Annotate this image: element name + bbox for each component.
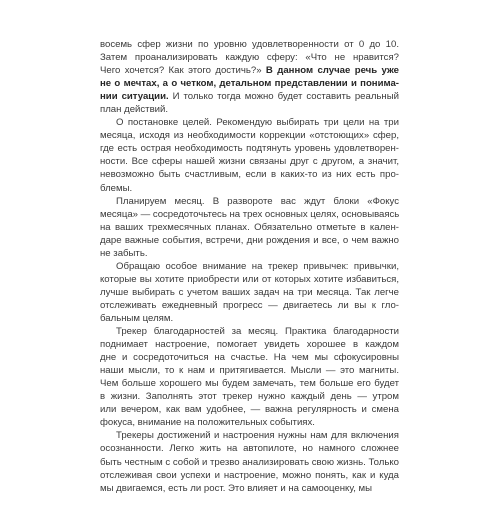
text-line [100,429,399,442]
text-run: план действий. [100,104,169,116]
text-line [100,168,399,181]
text-line [100,116,399,129]
text-run: Чего хочется? Как этого достичь?» [100,65,266,77]
text-run: наши мысли, то к нам и притягивается. Мысли — это магниты. [100,365,399,377]
bold-text: В данном случае речь уже [265,65,399,77]
text-run: быть честным с собой и трезво анализировать свою жизнь. Только [100,456,399,468]
text-run: где есть острая необходимость подтянуть уровень удовлетворен- [100,143,399,155]
text-run: отслеживая свои успехи и настроение, можно понять, как и куда [100,469,399,481]
text-line [100,273,399,286]
text-run: на ваших трехмесячных планах. Обязательно отметьте в кален- [100,221,399,233]
text-line [100,155,399,168]
text-run: Трекер благодарностей за месяц. Практика благодарности [116,326,399,338]
text-line [100,286,399,299]
text-line [100,208,399,221]
paragraph [100,116,399,194]
text-run: Трекеры достижений и настроения нужны нам для включения [116,430,399,442]
text-line [100,51,399,64]
text-line [100,247,399,260]
text-run: мы двигаемся, есть ли рост. Это влияет и на самооценку, мы [100,482,373,494]
bold-text: не о мечтах, а о четком, детальном представлении и понима- [100,78,399,90]
text-run: или вечером, как вам удобнее, — важна регулярность и смена [100,404,399,416]
text-run: осознанности. Легко жить на автопилоте, но намного сложнее [100,443,399,455]
paragraph [100,38,399,116]
text-run: даре важные события, встречи, дни рождения и все, о чем важно [100,234,399,246]
text-line [100,38,399,51]
text-run: И только тогда можно будет составить реальный [168,91,399,103]
text-line [100,482,399,495]
text-line [100,299,399,312]
paragraph [100,195,399,260]
text-run: ности. Все сферы нашей жизни связаны друг с другом, а значит, [100,156,399,168]
text-line [100,416,399,429]
text-line [100,351,399,364]
text-run: фокуса, внимание на положительных событиях. [100,417,315,429]
text-run: не забыть. [100,247,148,259]
text-run: восемь сфер жизни по уровню удовлетворенности от 0 до 10. [100,39,399,50]
text-line [100,90,399,103]
text-run: лучше выбирать с учетом ваших задач на три месяца. Так легче [100,286,399,298]
text-line [100,403,399,416]
text-line [100,103,399,116]
text-run: О постановке целей. Рекомендую выбирать три цели на три [116,117,399,129]
text-run: дне и сосредоточиться на счастье. На чем мы сфокусировны [100,352,399,364]
text-run: отслеживать ежедневный прогресс — двигаетесь ли вы к гло- [100,299,399,311]
body-text [100,38,399,495]
text-line [100,77,399,90]
text-line [100,64,399,77]
text-line [100,221,399,234]
text-line [100,338,399,351]
text-line [100,456,399,469]
text-run: которые вы хотите приобрести или от которых хотите избавиться, [100,273,399,285]
paragraph [100,260,399,325]
text-line [100,234,399,247]
text-line [100,325,399,338]
paragraph [100,429,399,494]
text-line [100,195,399,208]
text-line [100,312,399,325]
text-run: невозможно быть счастливым, если в каких-то из них есть про- [100,169,399,181]
text-run: месяца» — сосредоточьтесь на трех основных целях, основываясь [100,208,399,220]
text-line [100,129,399,142]
text-run: Планируем месяц. В развороте вас ждут блоки «Фокус [116,195,399,207]
text-run: Чем больше хорошего мы будем замечать, тем больше его будет [100,378,399,390]
text-run: блемы. [100,182,133,194]
text-line [100,182,399,195]
text-line [100,364,399,377]
text-line [100,469,399,482]
text-line [100,442,399,455]
text-run: месяца, исходя из необходимости коррекции «отстоющих» сфер, [100,130,399,142]
text-run: поднимает настроение, помогает увидеть хорошее в каждом [100,339,399,351]
text-line [100,390,399,403]
bold-text: нии ситуации. [100,91,169,103]
text-run: в жизни. Заполнять этот трекер нужно каждый день — утром [100,391,399,403]
text-line [100,377,399,390]
text-run: бальным целям. [100,312,174,324]
text-run: Затем проанализировать каждую сферу: «Что не нравится? [100,52,399,64]
text-run: Обращаю особое внимание на трекер привычек: привычки, [116,260,399,272]
text-line [100,260,399,273]
text-line [100,142,399,155]
paragraph [100,325,399,429]
